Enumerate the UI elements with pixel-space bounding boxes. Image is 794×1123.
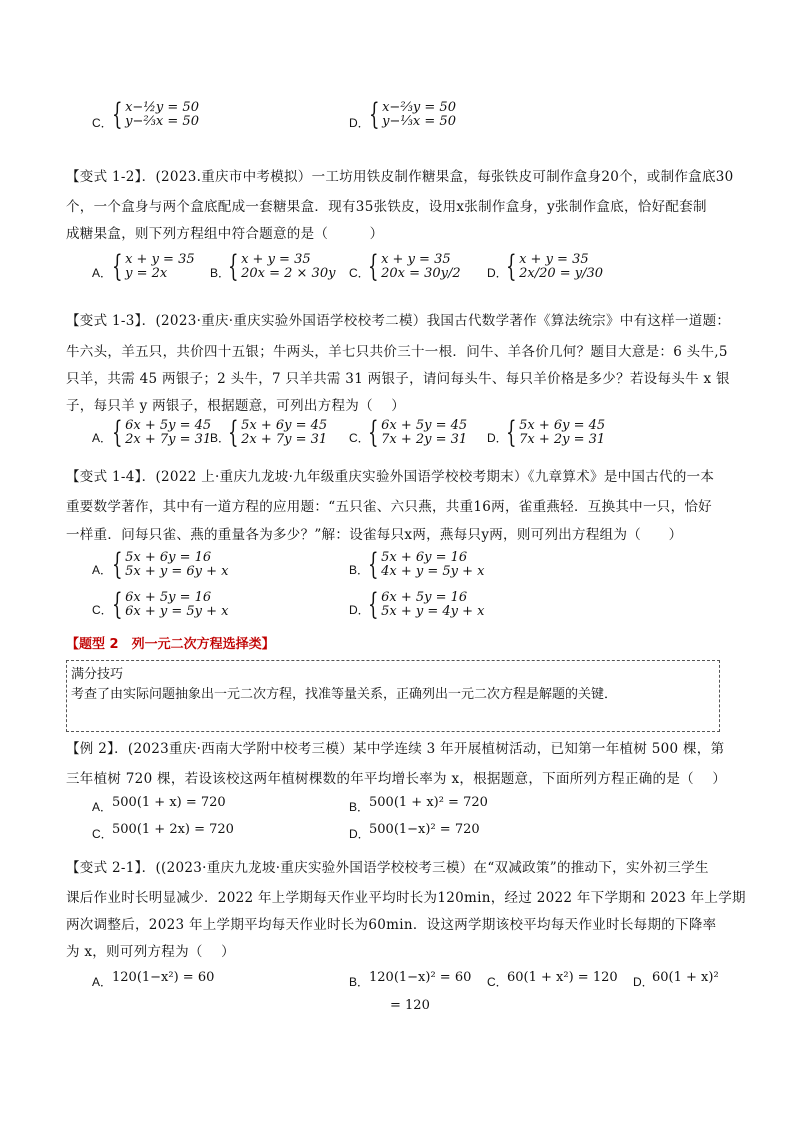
problem-text: 【变式 1-4】．(2022 上·重庆九龙坡·九年级重庆实验外国语学校校考期末）《九章算术》是中国古代的一本 (66, 469, 715, 485)
option-d-label: D． (487, 431, 508, 445)
equation: 7x + 2y = 31 (381, 432, 468, 447)
equation: 4x + y = 5y + x (381, 564, 485, 579)
option-d-label: D． (349, 827, 370, 841)
option-b-system (368, 547, 485, 582)
equation: x + y = 35 (125, 252, 195, 267)
brace-icon: { (228, 415, 239, 450)
problem-text: 【例 2】．(2023重庆·西南大学附中校考三模）某中学连续 3 年开展植树活动，已知第一年植树 500 棵，第 (66, 741, 725, 757)
option-b-label: B． (349, 800, 370, 814)
option-c-equation: 500(1 + 2x) = 720 (112, 822, 234, 837)
option-d-equation-continued: = 120 (390, 998, 430, 1013)
problem-text: 为 x，则可列方程为（ ） (66, 944, 235, 960)
option-b-equation: 120(1−x)² = 60 (369, 970, 472, 985)
option-a-label: A． (92, 800, 113, 814)
option-b-system (228, 415, 328, 450)
option-d-system (506, 249, 604, 284)
problem-text: 【变式 2-1】．((2023·重庆九龙坡·重庆实验外国语学校校考三模）在“双减政策”的推动下，实外初三学生 (66, 860, 709, 876)
tip-text: 考查了由实际问题抽象出一元二次方程，找准等量关系，正确列出一元二次方程是解题的关键． (71, 687, 618, 702)
option-d-system (368, 587, 485, 622)
brace-icon: { (506, 249, 517, 284)
problem-text: 子，每只羊 y 两银子，根据题意，可列出方程为（ ） (66, 398, 406, 414)
option-c-label: C． (92, 827, 113, 841)
equation: x + y = 35 (381, 252, 451, 267)
equation: 7x + 2y = 31 (519, 432, 606, 447)
equation: x + y = 35 (519, 252, 589, 267)
equation: 2x + 7y = 31 (125, 432, 212, 447)
equation: 2x + 7y = 31 (241, 432, 328, 447)
option-b-label: B． (349, 975, 370, 989)
option-d-label: D． (349, 603, 370, 617)
option-c-label: C． (92, 603, 113, 617)
equation: y = 2x (125, 266, 168, 281)
problem-text: 课后作业时长明显减少．2022 年上学期每天作业平均时长为120min，经过 2022 年下学期和 2023 年上学期 (66, 890, 746, 906)
equation: 5x + y = 6y + x (125, 564, 229, 579)
option-d-equation: 500(1−x)² = 720 (369, 822, 480, 837)
problem-text: 牛六头，羊五只，共价四十五银；牛两头，羊七只共价三十一根．问牛、羊各价几何？题目大意是：6 头牛,5 (66, 344, 728, 360)
equation: 5x + 6y = 16 (381, 550, 468, 565)
option-b-label: B． (210, 266, 231, 280)
brace-icon: { (112, 97, 123, 132)
option-c-label: C． (487, 975, 508, 989)
equation: y−⅓x = 50 (382, 114, 456, 129)
option-c-equation: 60(1 + x²) = 120 (507, 970, 618, 985)
equation: 20x = 2 × 30y (241, 266, 336, 281)
option-a-equation: 500(1 + x) = 720 (112, 795, 226, 810)
equation: x−⅔y = 50 (382, 100, 456, 115)
option-c-label: C． (349, 266, 370, 280)
option-a-system (112, 249, 195, 284)
option-c-system (112, 587, 229, 622)
equation: 6x + 5y = 45 (381, 418, 468, 433)
tip-title: 满分技巧 (71, 667, 124, 682)
brace-icon: { (368, 249, 379, 284)
option-c-label: C． (92, 116, 113, 130)
equation: 6x + 5y = 16 (125, 590, 212, 605)
option-b-label: B． (349, 563, 370, 577)
option-a-label: A． (92, 975, 113, 989)
option-d-label: D． (487, 266, 508, 280)
option-b-equation: 500(1 + x)² = 720 (369, 795, 488, 810)
problem-text: 【变式 1-2】．(2023.重庆市中考模拟）一工坊用铁皮制作糖果盒，每张铁皮可制作盒身20个，或制作盒底30 (66, 169, 734, 185)
equation: x−½y = 50 (125, 100, 199, 115)
problem-text: 三年植树 720 棵，若设该校这两年植树棵数的年平均增长率为 x，根据题意，下面所列方程正确的是（ ） (66, 771, 727, 787)
option-d-label: D． (633, 975, 654, 989)
brace-icon: { (506, 415, 517, 450)
option-c-system (368, 249, 461, 284)
equation: 6x + 5y = 45 (125, 418, 212, 433)
option-c-system (368, 415, 468, 450)
problem-text: 一样重．问每只雀、燕的重量各为多少？”解：设雀每只x两，燕每只y两，则可列出方程组为（ ） (66, 527, 683, 543)
option-d-system (369, 97, 456, 132)
option-a-label: A． (92, 563, 113, 577)
brace-icon: { (112, 547, 123, 582)
problem-text: 【变式 1-3】．(2023·重庆·重庆实验外国语学校校考二模）我国古代数学著作《算法统宗》中有这样一道题： (66, 313, 731, 329)
equation: 20x = 30y/2 (381, 266, 461, 281)
option-a-system (112, 415, 212, 450)
brace-icon: { (369, 97, 380, 132)
tip-box (66, 660, 720, 732)
option-a-equation: 120(1−x²) = 60 (112, 970, 215, 985)
equation: 5x + 6y = 16 (125, 550, 212, 565)
equation: 2x/20 = y/30 (519, 266, 604, 281)
problem-text: 两次调整后，2023 年上学期平均每天作业时长为60min．设这两学期该校平均每天作业时长每期的下降率 (66, 917, 717, 933)
brace-icon: { (228, 249, 239, 284)
section-heading: 【题型 2 列一元二次方程选择类】 (66, 637, 275, 652)
equation: 5x + 6y = 45 (519, 418, 606, 433)
option-b-system (228, 249, 336, 284)
option-a-label: A． (92, 431, 113, 445)
problem-text: 成糖果盒，则下列方程组中符合题意的是（ ） (66, 226, 384, 242)
equation: y−⅔x = 50 (125, 114, 199, 129)
problem-text: 重要数学著作，其中有一道方程的应用题：“五只雀、六只燕，共重16两，雀重燕轻．互换其中一只，恰好 (66, 499, 712, 515)
equation: x + y = 35 (241, 252, 311, 267)
option-d-equation: 60(1 + x)² (652, 970, 719, 985)
brace-icon: { (112, 249, 123, 284)
brace-icon: { (368, 587, 379, 622)
option-c-label: C． (349, 431, 370, 445)
brace-icon: { (368, 415, 379, 450)
equation: 5x + y = 4y + x (381, 604, 485, 619)
option-a-label: A． (92, 266, 113, 280)
brace-icon: { (112, 587, 123, 622)
option-d-system (506, 415, 606, 450)
equation: 5x + 6y = 45 (241, 418, 328, 433)
equation: 6x + y = 5y + x (125, 604, 229, 619)
option-b-label: B． (210, 431, 231, 445)
equation: 6x + 5y = 16 (381, 590, 468, 605)
problem-text: 只羊，共需 45 两银子；2 头牛，7 只羊共需 31 两银子，请问每头牛、每只羊价格是多少？若设每头牛 x 银 (66, 371, 730, 387)
option-a-system (112, 547, 229, 582)
option-d-label: D． (349, 116, 370, 130)
brace-icon: { (112, 415, 123, 450)
brace-icon: { (368, 547, 379, 582)
option-c-system (112, 97, 199, 132)
problem-text: 个，一个盒身与两个盒底配成一套糖果盒．现有35张铁皮，设用x张制作盒身，y张制作盒底，恰好配套制 (66, 199, 707, 215)
